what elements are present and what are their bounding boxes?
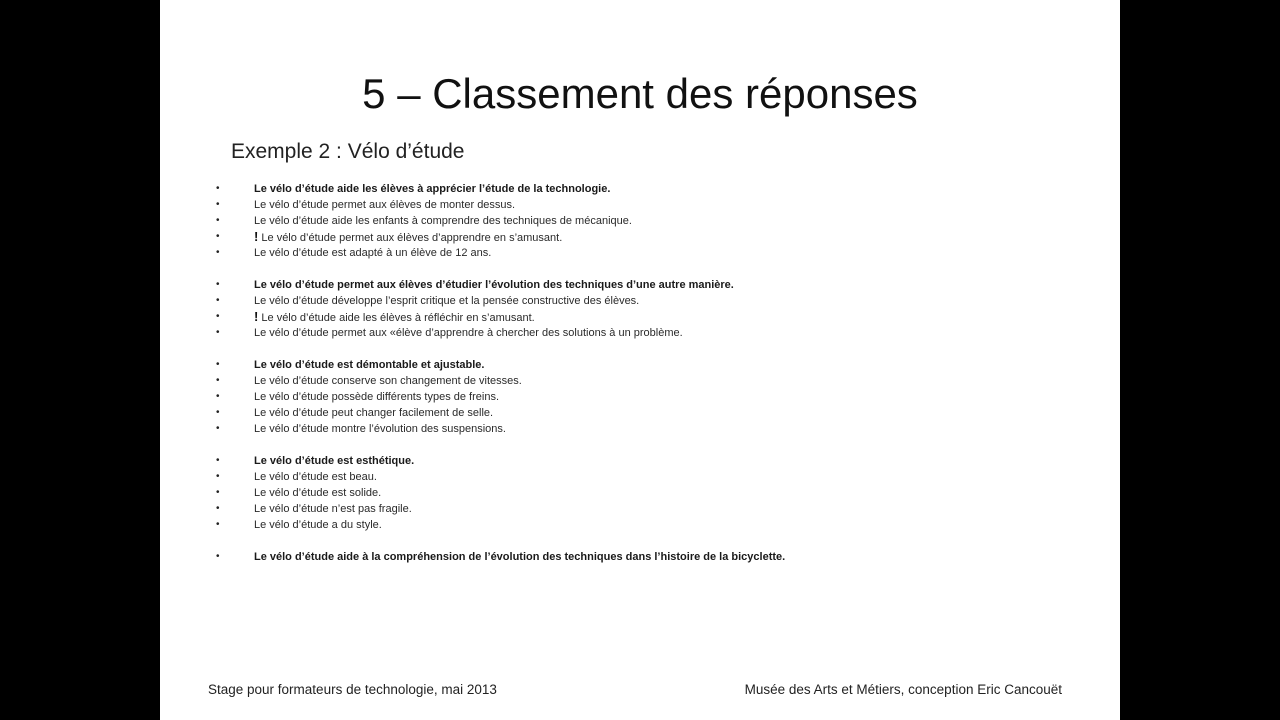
item-text: [254, 293, 639, 309]
slide-title: 5 – Classement des réponses: [362, 70, 918, 117]
list-item: [160, 229, 1120, 245]
bullet-marker: •: [216, 471, 220, 482]
response-group: [160, 181, 1120, 261]
category-heading: [160, 453, 1120, 469]
list-item: [160, 469, 1120, 485]
item-label: Le vélo d’étude aide les élèves à réfléchir en s’amusant.: [258, 312, 535, 324]
item-text: [254, 405, 493, 421]
list-item: [160, 421, 1120, 437]
category-heading: [160, 549, 1120, 565]
list-item: [160, 501, 1120, 517]
item-text: [254, 485, 381, 501]
bullet-marker: •: [216, 199, 220, 210]
list-item: [160, 309, 1120, 325]
item-text: [254, 245, 491, 261]
bullet-marker: •: [216, 359, 220, 370]
item-text: [254, 277, 734, 293]
item-label: Le vélo d’étude montre l’évolution des suspensions.: [254, 423, 506, 435]
item-text: [254, 501, 412, 517]
item-label: Le vélo d’étude n’est pas fragile.: [254, 503, 412, 515]
bullet-marker: •: [216, 391, 220, 402]
list-item: [160, 213, 1120, 229]
bullet-marker: •: [216, 311, 220, 322]
category-heading: [160, 181, 1120, 197]
list-item: [160, 245, 1120, 261]
exclamation-mark: !: [254, 309, 259, 324]
bullet-marker: •: [216, 279, 220, 290]
item-label: Le vélo d’étude aide les enfants à comprendre des techniques de mécanique.: [254, 215, 632, 227]
response-groups: [160, 181, 1120, 581]
item-label: Le vélo d’étude est adapté à un élève de 12 ans.: [254, 247, 492, 259]
bullet-marker: •: [216, 407, 220, 418]
response-group: [160, 277, 1120, 341]
item-label: Le vélo d’étude développe l’esprit critique et la pensée constructive des élèves.: [254, 295, 640, 307]
list-item: [160, 405, 1120, 421]
bullet-marker: •: [216, 183, 220, 194]
list-item: [160, 325, 1120, 341]
bullet-marker: •: [216, 247, 220, 258]
list-item: [160, 373, 1120, 389]
response-group: [160, 357, 1120, 437]
bullet-marker: •: [216, 551, 220, 562]
item-label: Le vélo d’étude est solide.: [254, 487, 382, 499]
exclamation-mark: !: [254, 229, 259, 244]
bullet-marker: •: [216, 215, 220, 226]
list-item: [160, 517, 1120, 533]
item-label: Le vélo d’étude possède différents types de freins.: [254, 391, 500, 403]
list-item: [160, 389, 1120, 405]
slide-subtitle: Exemple 2 : Vélo d’étude: [231, 140, 465, 163]
item-text: [254, 517, 382, 533]
item-text: [254, 325, 683, 341]
item-text: [254, 469, 377, 485]
footer-right: Musée des Arts et Métiers, conception Eric Cancouët: [744, 682, 1062, 697]
item-text: [254, 181, 610, 197]
item-label: Le vélo d’étude est démontable et ajustable.: [254, 359, 485, 371]
item-label: Le vélo d’étude permet aux élèves d’étudier l’évolution des techniques d’une autre manière.: [254, 279, 734, 291]
list-item: [160, 485, 1120, 501]
bullet-marker: •: [216, 295, 220, 306]
response-group: [160, 453, 1120, 533]
bullet-marker: •: [216, 327, 220, 338]
item-text: [254, 549, 785, 565]
item-text: [254, 213, 632, 229]
item-label: Le vélo d’étude peut changer facilement de selle.: [254, 407, 494, 419]
list-item: [160, 293, 1120, 309]
item-label: Le vélo d’étude a du style.: [254, 519, 382, 531]
bullet-marker: •: [216, 519, 220, 530]
item-text: [254, 373, 522, 389]
response-group: [160, 549, 1120, 565]
item-text: [254, 229, 562, 246]
item-label: Le vélo d’étude permet aux élèves de monter dessus.: [254, 199, 516, 211]
item-text: [254, 421, 506, 437]
item-text: [254, 453, 414, 469]
list-item: [160, 197, 1120, 213]
item-label: Le vélo d’étude est esthétique.: [254, 455, 415, 467]
item-label: Le vélo d’étude conserve son changement de vitesses.: [254, 375, 522, 387]
item-label: Le vélo d’étude aide les élèves à apprécier l’étude de la technologie.: [254, 183, 611, 195]
bullet-marker: •: [216, 503, 220, 514]
category-heading: [160, 357, 1120, 373]
footer-left: Stage pour formateurs de technologie, mai 2013: [208, 682, 497, 697]
item-label: Le vélo d’étude est beau.: [254, 471, 377, 483]
bullet-marker: •: [216, 375, 220, 386]
item-label: Le vélo d’étude permet aux «élève d’apprendre à chercher des solutions à un problème.: [254, 327, 683, 339]
category-heading: [160, 277, 1120, 293]
bullet-marker: •: [216, 231, 220, 242]
bullet-marker: •: [216, 423, 220, 434]
bullet-marker: •: [216, 455, 220, 466]
slide: [160, 0, 1120, 720]
item-text: [254, 389, 499, 405]
item-text: [254, 357, 484, 373]
item-label: Le vélo d’étude permet aux élèves d’apprendre en s’amusant.: [258, 232, 563, 244]
item-text: [254, 309, 535, 326]
item-text: [254, 197, 515, 213]
item-label: Le vélo d’étude aide à la compréhension de l’évolution des techniques dans l’histoire de la bicyclette.: [254, 551, 786, 563]
bullet-marker: •: [216, 487, 220, 498]
